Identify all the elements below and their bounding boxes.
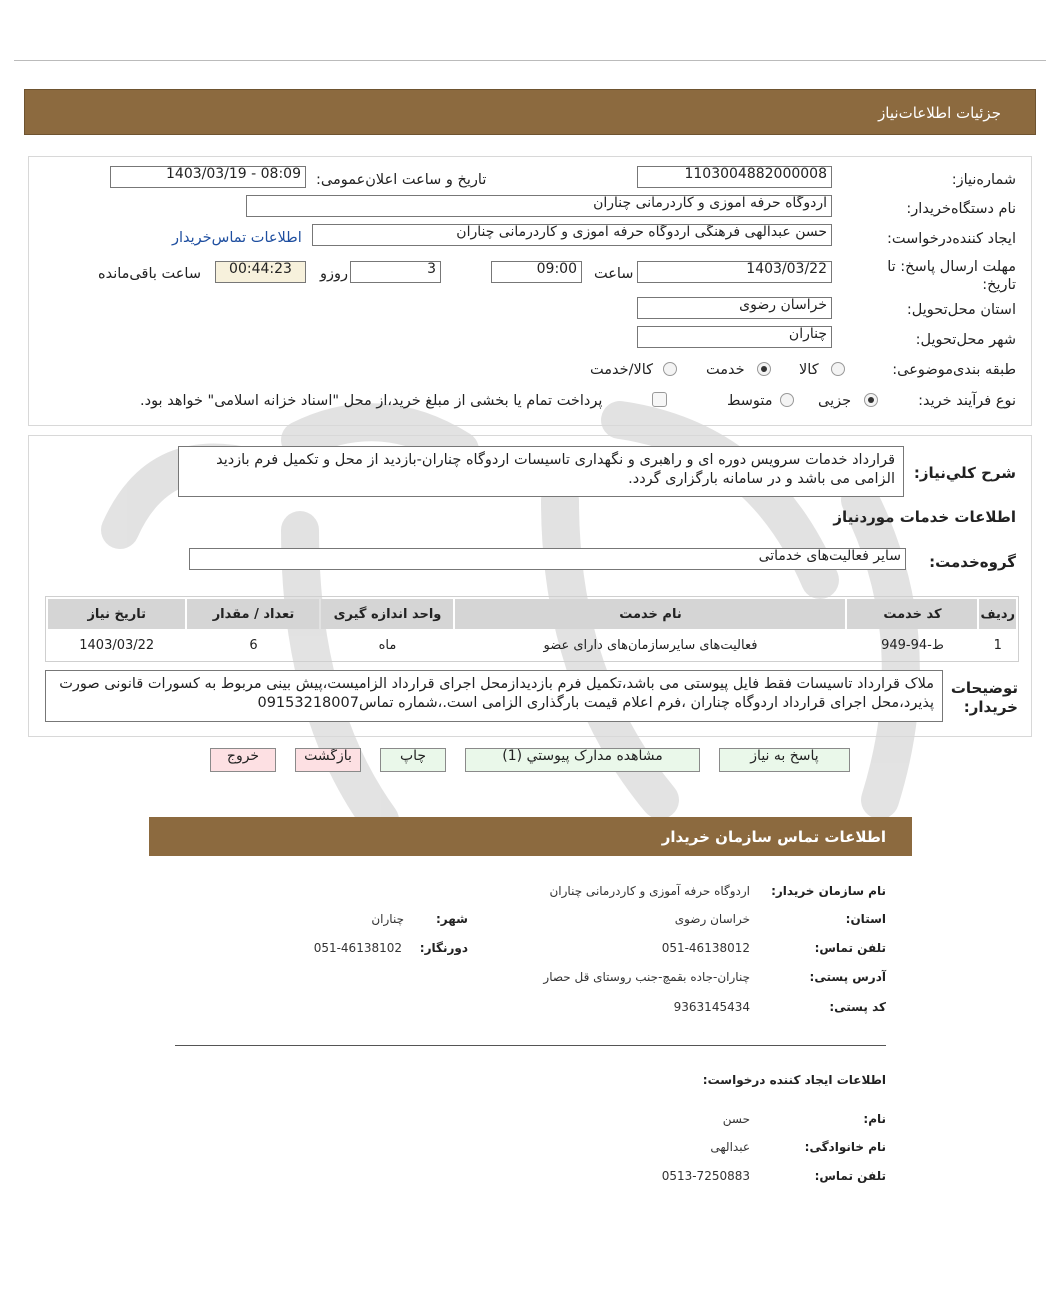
col-need-date: تاریخ نیاز	[48, 599, 185, 629]
details-header	[24, 89, 1036, 135]
treasury-payment-checkbox[interactable]	[652, 392, 667, 407]
services-table-wrap	[45, 596, 1019, 662]
view-attachments-button[interactable]: مشاهده مدارک پیوستي (1)	[465, 748, 700, 772]
category-option-service: خدمت	[706, 362, 745, 378]
creator-phone-label: تلفن تماس:	[814, 1169, 886, 1183]
days-field[interactable]: 3	[350, 261, 441, 283]
process-option-medium: متوسط	[727, 393, 773, 409]
print-button[interactable]: چاپ	[380, 748, 446, 772]
creator-first-name-value: حسن	[722, 1112, 750, 1126]
creator-last-name-label: نام خانوادگی:	[804, 1140, 886, 1154]
days-label: روزو	[320, 266, 349, 282]
buyer-notes-text: ملاک قرارداد تاسیسات فقط فایل پیوستی می باشد،تکمیل فرم بازدیدازمحل اجرای قرارداد الزامیست،پیش بینی مربوط به کسورات قانونی صورت پذیرد،محل اجرای قرارداد اردوگاه چناران ،فرم اعلام قیمت بارگذاری الزامی است.،شماره تماس09153218007	[45, 670, 943, 722]
cell-row: 1	[993, 637, 1002, 653]
services-table	[46, 597, 1018, 661]
cell-need-date: 1403/03/22	[79, 637, 155, 653]
contact-postal-label: کد پستی:	[829, 1000, 886, 1014]
remaining-time-field: 00:44:23	[215, 261, 306, 283]
contact-postal-value: 9363145434	[673, 1000, 750, 1014]
creator-first-name-label: نام:	[863, 1112, 886, 1126]
cell-unit: ماه	[378, 637, 397, 653]
process-radio-minor[interactable]	[864, 393, 878, 407]
province-field[interactable]: خراسان رضوی	[637, 297, 832, 319]
service-group-label: گروه‌خدمت:	[929, 553, 1016, 571]
col-service-name: نام خدمت	[455, 599, 845, 629]
category-label: طبقه بندی‌موضوعی:	[892, 362, 1016, 378]
services-table-header	[48, 599, 1016, 629]
category-option-goods-service: کالا/خدمت	[590, 362, 654, 378]
col-unit: واحد اندازه گیری	[321, 599, 453, 629]
province-label: استان محل‌تحویل:	[906, 302, 1016, 318]
contact-phone-label: تلفن تماس:	[814, 941, 886, 955]
category-radio-goods[interactable]	[831, 362, 845, 376]
need-number-field[interactable]: 1103004882000008	[637, 166, 832, 188]
contact-org-label: نام سازمان خریدار:	[771, 884, 886, 898]
summary-text: قرارداد خدمات سرویس دوره ای و راهبری و نگهداری تاسیسات اردوگاه چناران-بازدید از محل و تکمیل فرم بازدید الزامی می باشد و در سامانه بارگزاری گردد.	[178, 446, 904, 497]
col-row: ردیف	[979, 599, 1016, 629]
category-option-goods: کالا	[799, 362, 819, 378]
announce-field[interactable]: 1403/03/19 - 08:09	[110, 166, 306, 188]
contact-city-label: شهر:	[436, 912, 468, 926]
contact-address-label: آدرس پستی:	[809, 970, 886, 984]
requester-label: ایجاد کننده‌درخواست:	[887, 231, 1016, 247]
buyer-org-label: نام دستگاه‌خریدار:	[906, 201, 1016, 217]
contact-header-title: اطلاعات تماس سازمان خریدار	[661, 828, 886, 846]
col-quantity: تعداد / مقدار	[187, 599, 319, 629]
cell-service-code: ط-94-949	[881, 637, 944, 653]
table-row[interactable]	[48, 631, 1016, 659]
deadline-label: مهلت ارسال پاسخ: تا تاریخ:	[887, 259, 1016, 293]
contact-address-value: چناران-جاده بقمچ-جنب روستای قل حصار	[543, 970, 750, 984]
contact-province-label: استان:	[845, 912, 886, 926]
deadline-date-field[interactable]: 1403/03/22	[637, 261, 832, 283]
contact-header	[149, 817, 912, 856]
city-label: شهر محل‌تحویل:	[915, 332, 1016, 348]
exit-button[interactable]: خروج	[210, 748, 276, 772]
deadline-time-field[interactable]: 09:00	[491, 261, 582, 283]
buyer-org-field[interactable]: اردوگاه حرفه آموزی و کاردرمانی چناران	[246, 195, 832, 217]
summary-label: شرح کلي‌نياز:	[913, 464, 1016, 482]
back-button[interactable]: بازگشت	[295, 748, 361, 772]
service-group-field[interactable]: سایر فعالیت‌های خدماتی	[189, 548, 906, 570]
contact-org-value: اردوگاه حرفه آموزی و کاردرمانی چناران	[549, 884, 750, 898]
deadline-hour-label: ساعت	[594, 266, 634, 282]
contact-fax-value: 051-46138102	[313, 941, 402, 955]
creator-last-name-value: عبدالهی	[710, 1140, 750, 1154]
contact-fax-label: دورنگار:	[419, 941, 468, 955]
creator-phone-value: 0513-7250883	[661, 1169, 750, 1183]
treasury-payment-note: پرداخت تمام یا بخشی از مبلغ خرید،از محل "اسناد خزانه اسلامی" خواهد بود.	[140, 393, 603, 409]
buyer-notes-label: توضیحات خریدار:	[950, 679, 1018, 716]
contact-phone-value: 051-46138012	[661, 941, 750, 955]
process-option-minor: جزیی	[818, 393, 852, 409]
announce-label: تاریخ و ساعت اعلان‌عمومی:	[316, 172, 487, 188]
process-radio-medium[interactable]	[780, 393, 794, 407]
contact-city-value: چناران	[371, 912, 404, 926]
remaining-label: ساعت باقی‌مانده	[98, 266, 201, 282]
cell-quantity: 6	[249, 637, 258, 653]
need-number-label: شماره‌نیاز:	[951, 172, 1016, 188]
requester-field[interactable]: حسن عبدالهی فرهنگی اردوگاه حرفه آموزی و کاردرمانی چناران	[312, 224, 832, 246]
reply-button[interactable]: پاسخ به نیاز	[719, 748, 850, 772]
contact-divider	[175, 1045, 886, 1046]
services-heading: اطلاعات خدمات موردنیاز	[833, 508, 1016, 526]
details-header-title: جزئیات اطلاعات‌نیاز	[878, 104, 1001, 122]
cell-service-name: فعالیت‌های سایرسازمان‌های دارای عضو	[543, 637, 758, 653]
category-radio-goods-service[interactable]	[663, 362, 677, 376]
creator-title: اطلاعات ایجاد کننده درخواست:	[702, 1073, 886, 1087]
contact-province-value: خراسان رضوی	[674, 912, 750, 926]
buyer-contact-link[interactable]: اطلاعات تماس‌خریدار	[172, 230, 302, 246]
process-label: نوع فرآیند خرید:	[918, 393, 1016, 409]
city-field[interactable]: چناران	[637, 326, 832, 348]
category-radio-service[interactable]	[757, 362, 771, 376]
col-service-code: کد خدمت	[847, 599, 977, 629]
top-rule	[14, 60, 1046, 61]
